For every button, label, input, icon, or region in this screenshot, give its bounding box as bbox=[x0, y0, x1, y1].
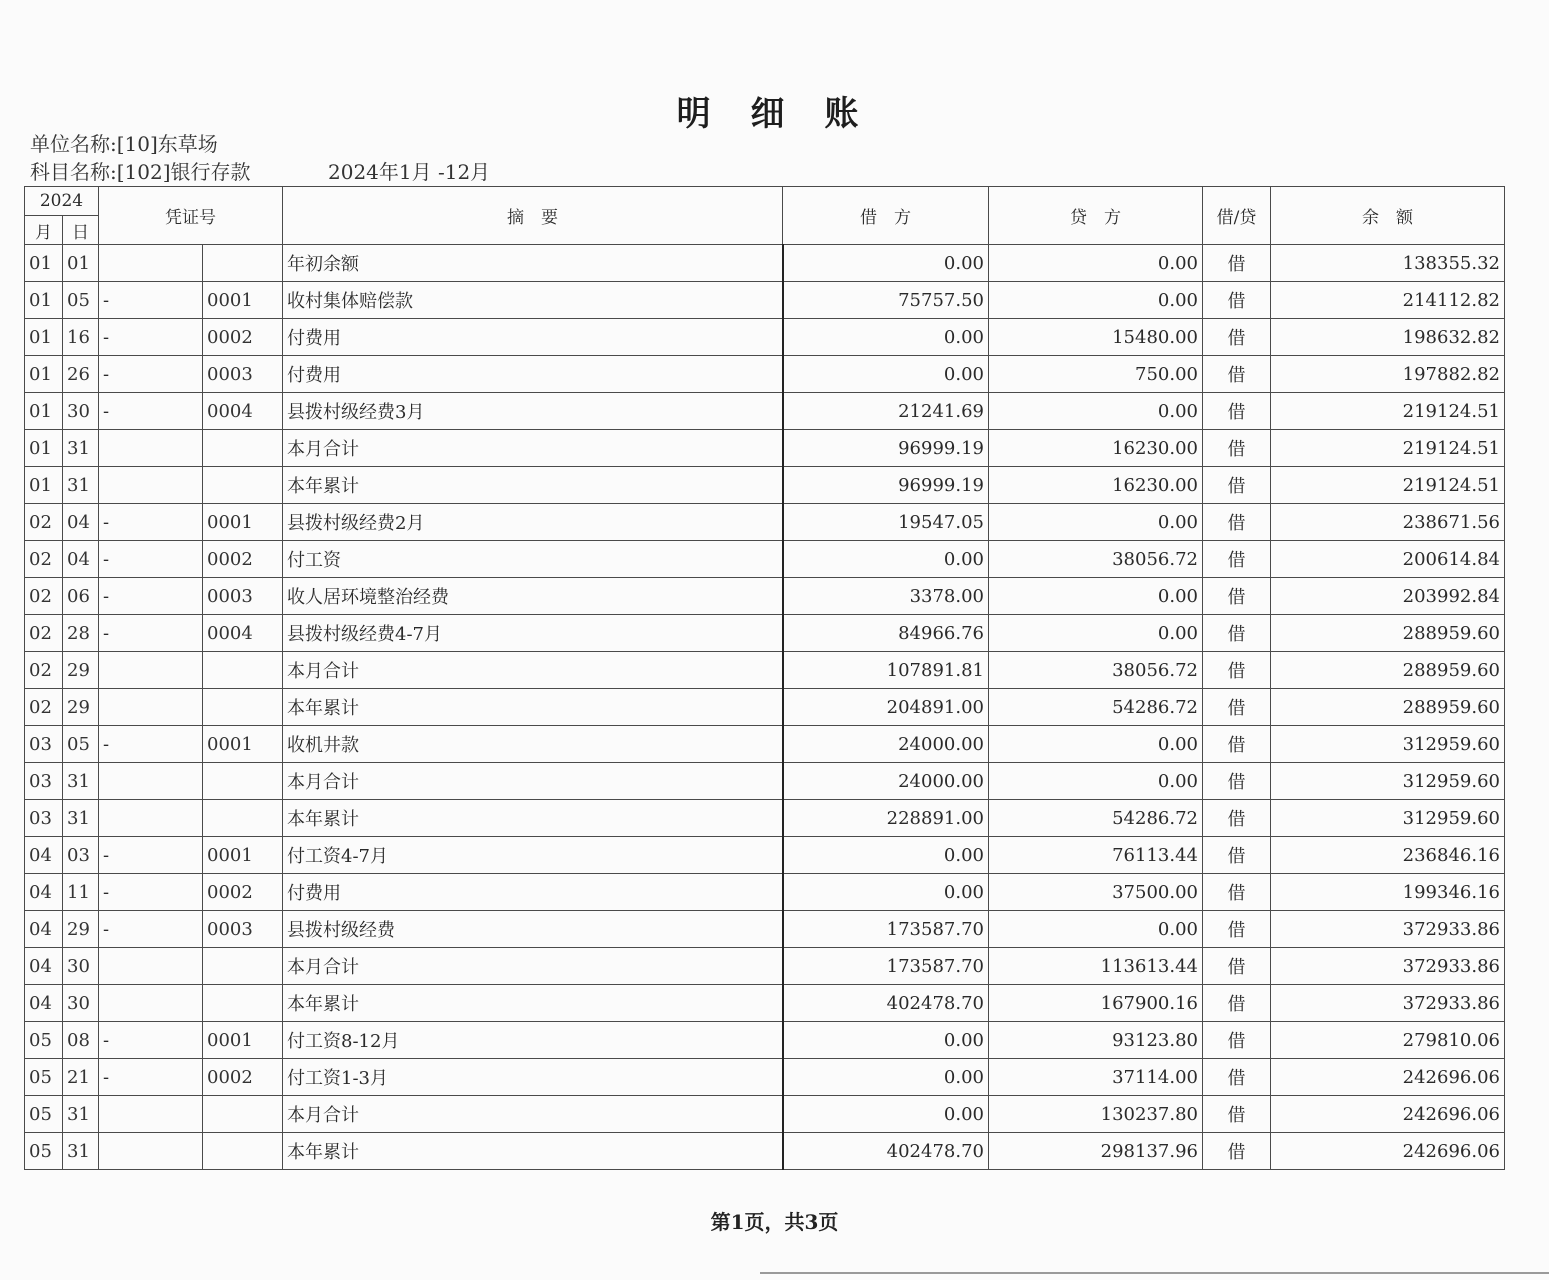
summary-cell: 付工资8-12月 bbox=[283, 1022, 783, 1059]
month-cell: 01 bbox=[25, 319, 63, 356]
voucher-number-cell bbox=[203, 948, 283, 985]
day-cell: 04 bbox=[63, 541, 99, 578]
day-cell: 26 bbox=[63, 356, 99, 393]
credit-cell: 38056.72 bbox=[989, 652, 1203, 689]
table-row bbox=[25, 652, 1505, 689]
voucher-number-cell: 0001 bbox=[203, 1022, 283, 1059]
debit-cell: 228891.00 bbox=[783, 800, 989, 837]
balance-cell: 372933.86 bbox=[1271, 985, 1505, 1022]
day-cell: 08 bbox=[63, 1022, 99, 1059]
table-row bbox=[25, 467, 1505, 504]
balance-cell: 198632.82 bbox=[1271, 319, 1505, 356]
summary-cell: 收机井款 bbox=[283, 726, 783, 763]
voucher-number-cell: 0002 bbox=[203, 874, 283, 911]
period-range: 2024年1月 -12月 bbox=[328, 160, 491, 184]
credit-cell: 0.00 bbox=[989, 615, 1203, 652]
month-cell: 02 bbox=[25, 652, 63, 689]
credit-cell: 130237.80 bbox=[989, 1096, 1203, 1133]
table-row bbox=[25, 393, 1505, 430]
debit-cell: 0.00 bbox=[783, 1096, 989, 1133]
year-header: 2024 bbox=[25, 187, 99, 216]
credit-cell: 54286.72 bbox=[989, 689, 1203, 726]
summary-cell: 付费用 bbox=[283, 356, 783, 393]
voucher-type-cell bbox=[99, 800, 203, 837]
direction-cell: 借 bbox=[1203, 763, 1271, 800]
table-row bbox=[25, 911, 1505, 948]
balance-cell: 288959.60 bbox=[1271, 652, 1505, 689]
month-cell: 01 bbox=[25, 393, 63, 430]
direction-cell: 借 bbox=[1203, 837, 1271, 874]
table-row bbox=[25, 874, 1505, 911]
day-cell: 29 bbox=[63, 689, 99, 726]
month-cell: 05 bbox=[25, 1059, 63, 1096]
table-row bbox=[25, 578, 1505, 615]
credit-cell: 0.00 bbox=[989, 393, 1203, 430]
credit-cell: 0.00 bbox=[989, 282, 1203, 319]
voucher-number-cell bbox=[203, 800, 283, 837]
credit-cell: 0.00 bbox=[989, 504, 1203, 541]
debit-cell: 75757.50 bbox=[783, 282, 989, 319]
day-cell: 31 bbox=[63, 763, 99, 800]
balance-cell: 288959.60 bbox=[1271, 689, 1505, 726]
voucher-number-cell: 0004 bbox=[203, 393, 283, 430]
direction-cell: 借 bbox=[1203, 1133, 1271, 1170]
summary-cell: 县拨村级经费 bbox=[283, 911, 783, 948]
unit-name: 单位名称:[10]东草场 bbox=[30, 132, 218, 156]
month-cell: 01 bbox=[25, 245, 63, 282]
balance-cell: 200614.84 bbox=[1271, 541, 1505, 578]
debit-header: 借 方 bbox=[783, 187, 989, 245]
summary-cell: 收人居环境整治经费 bbox=[283, 578, 783, 615]
summary-header: 摘 要 bbox=[283, 187, 783, 245]
month-cell: 04 bbox=[25, 874, 63, 911]
day-cell: 31 bbox=[63, 800, 99, 837]
credit-cell: 0.00 bbox=[989, 578, 1203, 615]
balance-cell: 197882.82 bbox=[1271, 356, 1505, 393]
voucher-type-cell bbox=[99, 948, 203, 985]
credit-cell: 750.00 bbox=[989, 356, 1203, 393]
summary-cell: 本月合计 bbox=[283, 652, 783, 689]
balance-cell: 312959.60 bbox=[1271, 763, 1505, 800]
day-cell: 06 bbox=[63, 578, 99, 615]
day-cell: 30 bbox=[63, 393, 99, 430]
table-row bbox=[25, 541, 1505, 578]
direction-cell: 借 bbox=[1203, 652, 1271, 689]
voucher-number-cell: 0001 bbox=[203, 282, 283, 319]
direction-cell: 借 bbox=[1203, 393, 1271, 430]
credit-cell: 37114.00 bbox=[989, 1059, 1203, 1096]
direction-cell: 借 bbox=[1203, 282, 1271, 319]
table-row bbox=[25, 948, 1505, 985]
balance-cell: 288959.60 bbox=[1271, 615, 1505, 652]
debit-cell: 0.00 bbox=[783, 837, 989, 874]
table-row bbox=[25, 1059, 1505, 1096]
balance-cell: 219124.51 bbox=[1271, 393, 1505, 430]
voucher-number-cell bbox=[203, 985, 283, 1022]
voucher-type-cell: - bbox=[99, 578, 203, 615]
direction-cell: 借 bbox=[1203, 948, 1271, 985]
voucher-number-cell bbox=[203, 689, 283, 726]
day-cell: 31 bbox=[63, 1133, 99, 1170]
summary-cell: 县拨村级经费3月 bbox=[283, 393, 783, 430]
voucher-type-cell: - bbox=[99, 282, 203, 319]
voucher-number-cell bbox=[203, 652, 283, 689]
credit-cell: 54286.72 bbox=[989, 800, 1203, 837]
day-cell: 03 bbox=[63, 837, 99, 874]
credit-cell: 298137.96 bbox=[989, 1133, 1203, 1170]
summary-cell: 付工资1-3月 bbox=[283, 1059, 783, 1096]
day-cell: 05 bbox=[63, 282, 99, 319]
balance-cell: 312959.60 bbox=[1271, 726, 1505, 763]
balance-cell: 203992.84 bbox=[1271, 578, 1505, 615]
balance-cell: 219124.51 bbox=[1271, 467, 1505, 504]
summary-cell: 收村集体赔偿款 bbox=[283, 282, 783, 319]
summary-cell: 本月合计 bbox=[283, 430, 783, 467]
credit-cell: 76113.44 bbox=[989, 837, 1203, 874]
voucher-type-cell: - bbox=[99, 319, 203, 356]
voucher-number-cell: 0001 bbox=[203, 726, 283, 763]
direction-cell: 借 bbox=[1203, 467, 1271, 504]
voucher-type-cell bbox=[99, 652, 203, 689]
voucher-type-cell bbox=[99, 1096, 203, 1133]
direction-header: 借/贷 bbox=[1203, 187, 1271, 245]
table-row bbox=[25, 726, 1505, 763]
scan-edge-line bbox=[760, 1272, 1549, 1274]
voucher-number-cell bbox=[203, 467, 283, 504]
voucher-type-cell bbox=[99, 467, 203, 504]
voucher-type-cell: - bbox=[99, 1022, 203, 1059]
voucher-number-cell: 0002 bbox=[203, 319, 283, 356]
voucher-header: 凭证号 bbox=[99, 187, 283, 245]
credit-cell: 16230.00 bbox=[989, 430, 1203, 467]
day-cell: 05 bbox=[63, 726, 99, 763]
table-row bbox=[25, 837, 1505, 874]
table-row bbox=[25, 319, 1505, 356]
voucher-type-cell bbox=[99, 689, 203, 726]
summary-cell: 本年累计 bbox=[283, 985, 783, 1022]
voucher-type-cell: - bbox=[99, 356, 203, 393]
table-row bbox=[25, 1133, 1505, 1170]
day-cell: 11 bbox=[63, 874, 99, 911]
direction-cell: 借 bbox=[1203, 1059, 1271, 1096]
summary-cell: 本年累计 bbox=[283, 467, 783, 504]
voucher-number-cell bbox=[203, 1133, 283, 1170]
day-cell: 31 bbox=[63, 1096, 99, 1133]
table-row bbox=[25, 800, 1505, 837]
summary-cell: 本月合计 bbox=[283, 763, 783, 800]
direction-cell: 借 bbox=[1203, 245, 1271, 282]
direction-cell: 借 bbox=[1203, 541, 1271, 578]
voucher-type-cell: - bbox=[99, 393, 203, 430]
ledger-table bbox=[24, 186, 1505, 1170]
balance-cell: 242696.06 bbox=[1271, 1096, 1505, 1133]
direction-cell: 借 bbox=[1203, 430, 1271, 467]
voucher-number-cell: 0002 bbox=[203, 1059, 283, 1096]
voucher-type-cell: - bbox=[99, 837, 203, 874]
balance-cell: 219124.51 bbox=[1271, 430, 1505, 467]
direction-cell: 借 bbox=[1203, 800, 1271, 837]
debit-cell: 0.00 bbox=[783, 1022, 989, 1059]
month-cell: 02 bbox=[25, 504, 63, 541]
voucher-type-cell: - bbox=[99, 541, 203, 578]
debit-cell: 173587.70 bbox=[783, 948, 989, 985]
voucher-type-cell: - bbox=[99, 911, 203, 948]
direction-cell: 借 bbox=[1203, 578, 1271, 615]
voucher-type-cell: - bbox=[99, 504, 203, 541]
debit-cell: 0.00 bbox=[783, 1059, 989, 1096]
month-cell: 05 bbox=[25, 1133, 63, 1170]
table-row bbox=[25, 504, 1505, 541]
voucher-number-cell bbox=[203, 763, 283, 800]
summary-cell: 本年累计 bbox=[283, 1133, 783, 1170]
voucher-number-cell: 0003 bbox=[203, 356, 283, 393]
summary-cell: 本年累计 bbox=[283, 689, 783, 726]
month-cell: 01 bbox=[25, 467, 63, 504]
voucher-type-cell bbox=[99, 763, 203, 800]
month-cell: 01 bbox=[25, 430, 63, 467]
debit-cell: 84966.76 bbox=[783, 615, 989, 652]
day-cell: 31 bbox=[63, 467, 99, 504]
debit-cell: 204891.00 bbox=[783, 689, 989, 726]
debit-cell: 0.00 bbox=[783, 245, 989, 282]
voucher-number-cell: 0003 bbox=[203, 578, 283, 615]
day-cell: 01 bbox=[63, 245, 99, 282]
voucher-type-cell bbox=[99, 430, 203, 467]
balance-cell: 242696.06 bbox=[1271, 1059, 1505, 1096]
month-cell: 05 bbox=[25, 1096, 63, 1133]
direction-cell: 借 bbox=[1203, 874, 1271, 911]
voucher-type-cell: - bbox=[99, 615, 203, 652]
month-cell: 05 bbox=[25, 1022, 63, 1059]
direction-cell: 借 bbox=[1203, 1022, 1271, 1059]
summary-cell: 付费用 bbox=[283, 874, 783, 911]
debit-cell: 0.00 bbox=[783, 319, 989, 356]
page-title: 明 细 账 bbox=[676, 94, 873, 134]
day-header: 日 bbox=[63, 216, 99, 245]
month-cell: 01 bbox=[25, 356, 63, 393]
voucher-number-cell bbox=[203, 245, 283, 282]
account-name: 科目名称:[102]银行存款 bbox=[30, 160, 251, 184]
direction-cell: 借 bbox=[1203, 689, 1271, 726]
voucher-type-cell bbox=[99, 985, 203, 1022]
voucher-number-cell: 0001 bbox=[203, 837, 283, 874]
summary-cell: 县拨村级经费4-7月 bbox=[283, 615, 783, 652]
day-cell: 21 bbox=[63, 1059, 99, 1096]
day-cell: 30 bbox=[63, 985, 99, 1022]
direction-cell: 借 bbox=[1203, 319, 1271, 356]
balance-cell: 242696.06 bbox=[1271, 1133, 1505, 1170]
voucher-type-cell: - bbox=[99, 1059, 203, 1096]
direction-cell: 借 bbox=[1203, 356, 1271, 393]
voucher-type-cell: - bbox=[99, 726, 203, 763]
debit-cell: 24000.00 bbox=[783, 726, 989, 763]
balance-header: 余 额 bbox=[1271, 187, 1505, 245]
debit-cell: 107891.81 bbox=[783, 652, 989, 689]
balance-cell: 199346.16 bbox=[1271, 874, 1505, 911]
credit-cell: 0.00 bbox=[989, 911, 1203, 948]
month-cell: 04 bbox=[25, 911, 63, 948]
month-cell: 04 bbox=[25, 837, 63, 874]
debit-cell: 0.00 bbox=[783, 541, 989, 578]
balance-cell: 372933.86 bbox=[1271, 911, 1505, 948]
voucher-number-cell bbox=[203, 1096, 283, 1133]
balance-cell: 236846.16 bbox=[1271, 837, 1505, 874]
direction-cell: 借 bbox=[1203, 615, 1271, 652]
month-cell: 03 bbox=[25, 763, 63, 800]
summary-cell: 年初余额 bbox=[283, 245, 783, 282]
summary-cell: 付工资4-7月 bbox=[283, 837, 783, 874]
voucher-type-cell bbox=[99, 245, 203, 282]
voucher-number-cell bbox=[203, 430, 283, 467]
direction-cell: 借 bbox=[1203, 985, 1271, 1022]
balance-cell: 312959.60 bbox=[1271, 800, 1505, 837]
day-cell: 29 bbox=[63, 652, 99, 689]
credit-cell: 167900.16 bbox=[989, 985, 1203, 1022]
direction-cell: 借 bbox=[1203, 726, 1271, 763]
day-cell: 28 bbox=[63, 615, 99, 652]
month-cell: 04 bbox=[25, 948, 63, 985]
voucher-number-cell: 0002 bbox=[203, 541, 283, 578]
day-cell: 31 bbox=[63, 430, 99, 467]
month-header: 月 bbox=[25, 216, 63, 245]
balance-cell: 279810.06 bbox=[1271, 1022, 1505, 1059]
voucher-number-cell: 0003 bbox=[203, 911, 283, 948]
debit-cell: 96999.19 bbox=[783, 430, 989, 467]
summary-cell: 付费用 bbox=[283, 319, 783, 356]
day-cell: 04 bbox=[63, 504, 99, 541]
credit-cell: 93123.80 bbox=[989, 1022, 1203, 1059]
direction-cell: 借 bbox=[1203, 1096, 1271, 1133]
debit-cell: 3378.00 bbox=[783, 578, 989, 615]
credit-cell: 37500.00 bbox=[989, 874, 1203, 911]
debit-cell: 173587.70 bbox=[783, 911, 989, 948]
month-cell: 03 bbox=[25, 726, 63, 763]
month-cell: 02 bbox=[25, 578, 63, 615]
month-cell: 02 bbox=[25, 541, 63, 578]
credit-header: 贷 方 bbox=[989, 187, 1203, 245]
debit-cell: 96999.19 bbox=[783, 467, 989, 504]
debit-cell: 21241.69 bbox=[783, 393, 989, 430]
voucher-type-cell: - bbox=[99, 874, 203, 911]
credit-cell: 38056.72 bbox=[989, 541, 1203, 578]
voucher-type-cell bbox=[99, 1133, 203, 1170]
credit-cell: 113613.44 bbox=[989, 948, 1203, 985]
month-cell: 03 bbox=[25, 800, 63, 837]
table-row bbox=[25, 356, 1505, 393]
debit-cell: 0.00 bbox=[783, 874, 989, 911]
debit-cell: 19547.05 bbox=[783, 504, 989, 541]
table-row bbox=[25, 985, 1505, 1022]
debit-cell: 402478.70 bbox=[783, 1133, 989, 1170]
page-number: 第1页，共3页 bbox=[710, 1210, 839, 1234]
table-row bbox=[25, 1022, 1505, 1059]
debit-cell: 24000.00 bbox=[783, 763, 989, 800]
day-cell: 29 bbox=[63, 911, 99, 948]
summary-cell: 本年累计 bbox=[283, 800, 783, 837]
table-row bbox=[25, 245, 1505, 282]
month-cell: 01 bbox=[25, 282, 63, 319]
balance-cell: 372933.86 bbox=[1271, 948, 1505, 985]
table-row bbox=[25, 615, 1505, 652]
credit-cell: 0.00 bbox=[989, 726, 1203, 763]
summary-cell: 付工资 bbox=[283, 541, 783, 578]
summary-cell: 县拨村级经费2月 bbox=[283, 504, 783, 541]
month-cell: 04 bbox=[25, 985, 63, 1022]
month-cell: 02 bbox=[25, 689, 63, 726]
table-row bbox=[25, 430, 1505, 467]
day-cell: 16 bbox=[63, 319, 99, 356]
debit-cell: 402478.70 bbox=[783, 985, 989, 1022]
table-row bbox=[25, 282, 1505, 319]
summary-cell: 本月合计 bbox=[283, 1096, 783, 1133]
voucher-number-cell: 0001 bbox=[203, 504, 283, 541]
summary-cell: 本月合计 bbox=[283, 948, 783, 985]
direction-cell: 借 bbox=[1203, 911, 1271, 948]
table-row bbox=[25, 1096, 1505, 1133]
credit-cell: 16230.00 bbox=[989, 467, 1203, 504]
table-row bbox=[25, 763, 1505, 800]
table-row bbox=[25, 689, 1505, 726]
balance-cell: 238671.56 bbox=[1271, 504, 1505, 541]
credit-cell: 0.00 bbox=[989, 763, 1203, 800]
day-cell: 30 bbox=[63, 948, 99, 985]
debit-cell: 0.00 bbox=[783, 356, 989, 393]
voucher-number-cell: 0004 bbox=[203, 615, 283, 652]
balance-cell: 138355.32 bbox=[1271, 245, 1505, 282]
credit-cell: 15480.00 bbox=[989, 319, 1203, 356]
credit-cell: 0.00 bbox=[989, 245, 1203, 282]
balance-cell: 214112.82 bbox=[1271, 282, 1505, 319]
month-cell: 02 bbox=[25, 615, 63, 652]
direction-cell: 借 bbox=[1203, 504, 1271, 541]
